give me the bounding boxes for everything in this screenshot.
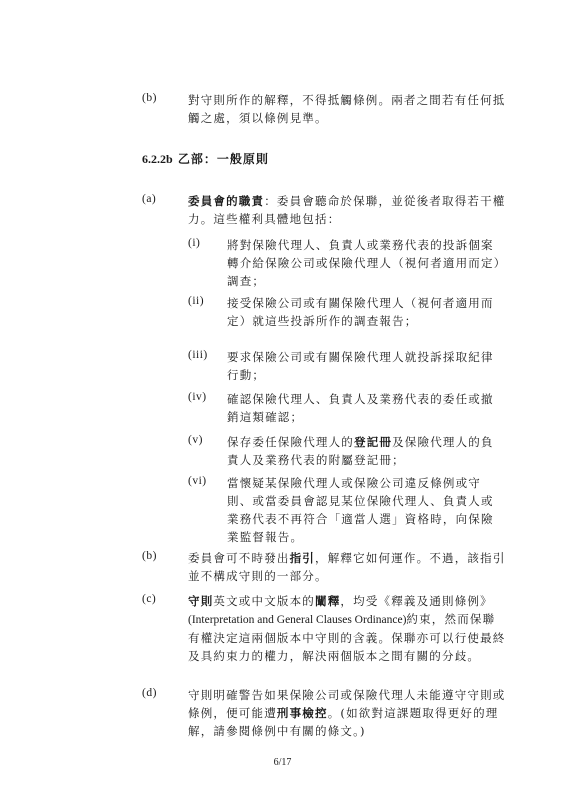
sub-item-label: (iii): [188, 349, 208, 361]
sub-item-text-part: 保存委任保險代理人的: [227, 435, 354, 449]
top-item-text: 對守則所作的解釋，不得抵觸條例。兩者之間若有任何抵觸之處，須以條例⾒準。: [188, 93, 506, 125]
code-term: 守則: [188, 594, 214, 608]
sub-item-text: 當懷疑某保險代理人或保險公司違反條例或守則、或當委員會認⾒某位保險代理人、負責人或業務代表不再符合「適當人選」資格時，向保險業監督報告。: [227, 476, 494, 544]
criminal-prosecution-term: 刑事檢控: [276, 706, 328, 720]
register-term: 登記冊: [354, 435, 393, 449]
sub-item-text: 要求保險公司或有關保險代理人就投訴採取紀律行動；: [227, 350, 494, 382]
section-heading: [142, 150, 269, 167]
item-b-part: ，解釋它如何運作。不過，該指引並不構成守則的一部分。: [188, 551, 506, 583]
sub-item-text: [227, 433, 506, 469]
item-c-part: ，均受《釋義及通則條例》: [340, 594, 493, 608]
item-b-text: [188, 549, 506, 585]
section-title: 乙部：一般原則: [177, 152, 269, 166]
committee-duties-term: 委員會的職責: [188, 194, 265, 208]
sub-item-label: (vi): [188, 475, 207, 487]
sub-item-label: (i): [188, 237, 201, 249]
item-label: (c): [142, 593, 157, 605]
sub-item-label: (iv): [188, 391, 207, 403]
section-number: 6.2.2b: [142, 152, 173, 166]
item-d-part: 。(如欲對這課題取得更好的理解，請參閱條例中有關的條文。): [188, 706, 499, 738]
item-d-part: 守則明確警告如果保險公司或保險代理人未能遵守守則或條例，便可能遭: [188, 688, 506, 720]
sub-item-text-part: 及保險代理人的負責人及業務代表的附屬登記冊；: [227, 435, 494, 467]
item-label: (b): [142, 92, 157, 104]
page-number: 6/17: [273, 757, 292, 768]
item-a-body: ：委員會聽命於保聯，並從後者取得若干權力。這些權利具體地包括：: [188, 194, 506, 226]
item-d-text: [188, 686, 506, 740]
ordinance-english-name: (Interpretation and General Clauses Ordinance): [188, 614, 407, 626]
item-c-part: 約束，然而保聯有權決定這兩個版本中守則的含義。保聯亦可以行使最終及具約束力的權力，解決兩個版本之間有關的分歧。: [188, 612, 506, 663]
item-b-part: 委員會可不時發出: [188, 551, 290, 565]
item-c-text: [188, 592, 506, 665]
item-label: (d): [142, 687, 157, 699]
sub-item-label: (v): [188, 434, 203, 446]
sub-item-text: 確認保險代理人、負責人及業務代表的委任或撤銷這類確認；: [227, 392, 494, 424]
sub-item-text: 接受保險公司或有關保險代理人（視何者適用而定）就這些投訴所作的調查報告；: [227, 296, 494, 328]
sub-item-text: 將對保險代理人、負責人或業務代表的投訴個案轉介給保險公司或保險代理人（視何者適用而定）調查；: [227, 238, 501, 288]
sub-item-label: (ii): [188, 295, 205, 307]
item-a-text: [188, 192, 506, 228]
item-label: (b): [142, 550, 157, 562]
item-c-part: 英文或中文版本的: [213, 594, 316, 608]
guidance-term: 指引: [289, 551, 316, 565]
item-label: (a): [142, 193, 157, 205]
interpretation-term: 闡釋: [315, 594, 341, 608]
